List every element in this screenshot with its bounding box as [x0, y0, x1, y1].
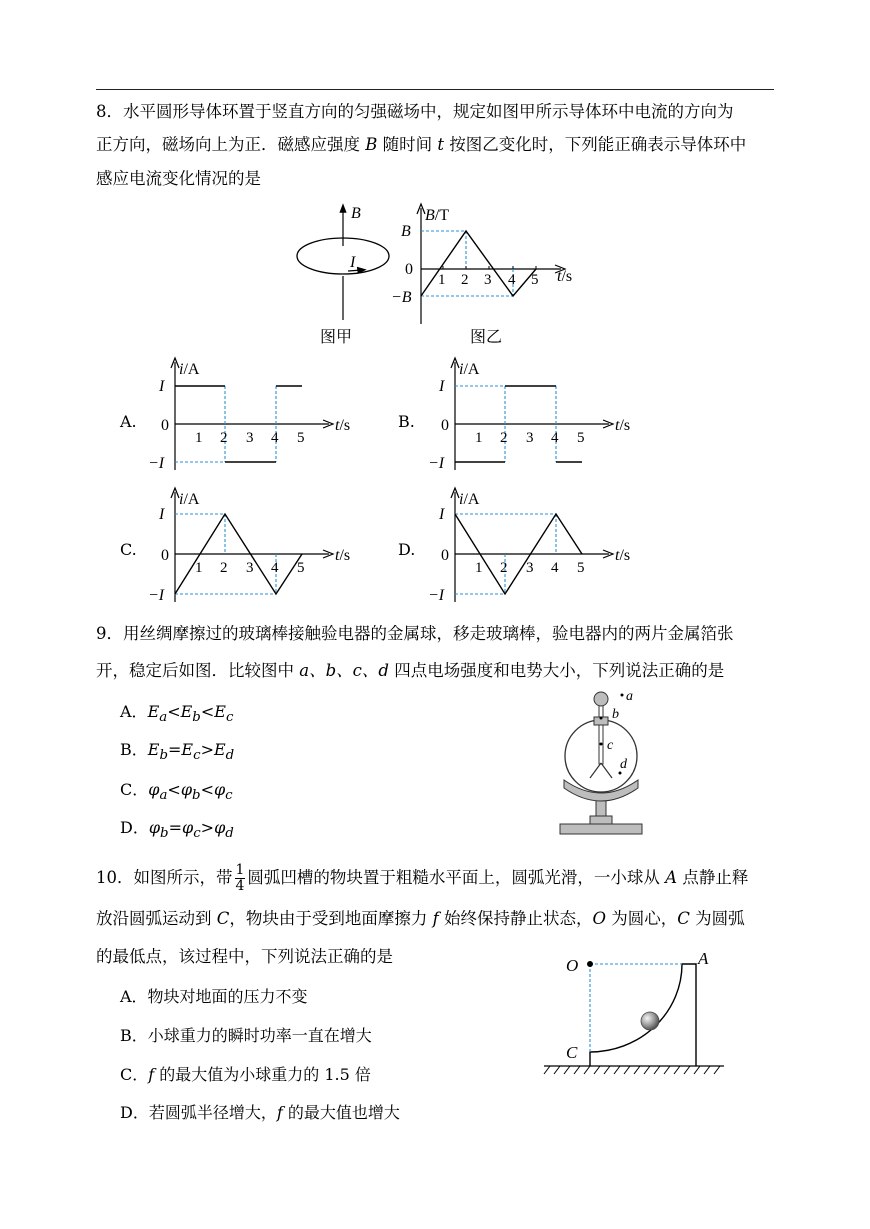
tick-label: 1 — [475, 430, 483, 446]
graph-option-c — [145, 482, 365, 606]
x-axis-label: t/s — [557, 268, 573, 285]
b-pos-label: B — [401, 223, 411, 240]
label-c: c — [607, 738, 614, 753]
tick-label: 4 — [551, 560, 559, 576]
i-neg-label: −I — [148, 455, 165, 472]
point-c — [600, 743, 603, 746]
tick-label: 5 — [297, 560, 305, 576]
small-ball — [641, 1012, 659, 1030]
q10-line2: 放沿圆弧运动到 C，物块由于受到地面摩擦力 f 始终保持静止状态，O 为圆心，C 为圆弧 — [96, 909, 745, 928]
metal-rod — [599, 704, 603, 764]
label-a: A — [698, 949, 709, 968]
option-d-label: D. — [398, 540, 416, 559]
tick-label: 1 — [438, 272, 446, 288]
tick-label: 4 — [508, 272, 516, 288]
base-stand — [590, 816, 612, 824]
tick-label: 4 — [271, 430, 279, 446]
q8-line1: 8．水平圆形导体环置于竖直方向的匀强磁场中，规定如图甲所示导体环中电流的方向为 — [96, 102, 734, 121]
tick-label: 2 — [220, 430, 228, 446]
graph-option-d — [425, 482, 645, 606]
label-c: C — [566, 1043, 578, 1062]
y-axis-label: i/A — [459, 491, 480, 508]
q10-option-a: A．物块对地面的压力不变 — [120, 987, 308, 1006]
tick-label: 2 — [500, 560, 508, 576]
zero-label: 0 — [441, 417, 449, 434]
q10-line1: 10．如图所示，带 $\frac{1}{4}$ 圆弧凹槽的物块置于粗糙水平面上，圆弧光滑，一小球从 A 点静止释 — [96, 862, 749, 894]
tick-label: 3 — [246, 560, 254, 576]
tick-label: 1 — [475, 560, 483, 576]
y-axis-label: i/A — [459, 361, 480, 378]
quarter-arc-figure — [538, 944, 728, 1084]
ground-hatch — [544, 1066, 720, 1074]
option-c-label: C. — [120, 540, 137, 559]
zero-label: 0 — [161, 547, 169, 564]
b-label: B — [351, 205, 361, 222]
tick-label: 5 — [531, 272, 539, 288]
q10-option-b: B．小球重力的瞬时功率一直在增大 — [120, 1026, 372, 1045]
tick-label: 3 — [484, 272, 492, 288]
point-a — [621, 694, 624, 697]
tick-label: 3 — [526, 430, 534, 446]
tick-label: 2 — [500, 430, 508, 446]
tick-label: 2 — [220, 560, 228, 576]
q9-option-c: C．$\varphi_a<\varphi_b<\varphi_c$ — [120, 780, 233, 804]
i-neg-label: −I — [428, 455, 445, 472]
electroscope-figure — [550, 686, 660, 838]
b-neg-label: −B — [391, 289, 412, 306]
figure-yi — [385, 198, 595, 348]
x-axis-label: t/s — [335, 547, 351, 564]
i-pos-label: I — [159, 378, 165, 395]
tick-label: 1 — [195, 560, 203, 576]
q10-line3: 的最低点，该过程中，下列说法正确的是 — [96, 947, 393, 966]
tick-label: 4 — [271, 560, 279, 576]
header-rule — [96, 89, 774, 90]
option-b-label: B. — [398, 412, 415, 431]
base-plate — [560, 824, 642, 834]
zero-label: 0 — [405, 261, 413, 278]
q9-option-b: B．$E_b=E_c>E_d$ — [120, 740, 235, 764]
i-label: I — [350, 254, 356, 271]
tick-label: 5 — [577, 560, 585, 576]
q10-option-d: D．若圆弧半径增大，f 的最大值也增大 — [120, 1103, 400, 1122]
figure-jia — [290, 198, 400, 348]
tick-label: 5 — [577, 430, 585, 446]
point-b — [600, 717, 603, 720]
caption-jia: 图甲 — [320, 329, 353, 346]
graph-option-b — [425, 352, 645, 474]
q8-line3: 感应电流变化情况的是 — [96, 169, 261, 188]
tick-label: 4 — [551, 430, 559, 446]
q9-line2: 开，稳定后如图．比较图中 a、b、c、d 四点电场强度和电势大小，下列说法正确的是 — [96, 661, 725, 680]
i-pos-label: I — [439, 506, 445, 523]
caption-yi: 图乙 — [470, 329, 503, 346]
x-axis-label: t/s — [615, 547, 631, 564]
tick-label: 5 — [297, 430, 305, 446]
y-axis-label: i/A — [179, 491, 200, 508]
option-a-label: A. — [120, 412, 137, 431]
q9-option-d: D．$\varphi_b=\varphi_c>\varphi_d$ — [120, 818, 234, 842]
center-point-o — [587, 961, 593, 967]
tick-label: 1 — [195, 430, 203, 446]
y-axis-label: B/T — [425, 207, 449, 224]
q9-line1: 9．用丝绸摩擦过的玻璃棒接触验电器的金属球，移走玻璃棒，验电器内的两片金属箔张 — [96, 624, 734, 643]
q10-option-c: C．f 的最大值为小球重力的 1.5 倍 — [120, 1065, 371, 1084]
fraction-quarter: $\frac{1}{4}$ — [235, 862, 245, 894]
x-axis-label: t/s — [335, 417, 351, 434]
q9-option-a: A．$E_a<E_b<E_c$ — [120, 702, 234, 726]
y-axis-label: i/A — [179, 361, 200, 378]
graph-option-a — [145, 352, 365, 474]
zero-label: 0 — [161, 417, 169, 434]
zero-label: 0 — [441, 547, 449, 564]
label-b: b — [612, 707, 619, 722]
tick-label: 3 — [246, 430, 254, 446]
tick-label: 3 — [526, 560, 534, 576]
label-a: a — [626, 689, 633, 704]
label-d: d — [620, 757, 627, 772]
i-neg-label: −I — [148, 587, 165, 604]
q8-line2: 正方向，磁场向上为正．磁感应强度 B 随时间 t 按图乙变化时，下列能正确表示导体环中 — [96, 135, 747, 154]
i-pos-label: I — [159, 506, 165, 523]
tick-label: 2 — [461, 272, 469, 288]
i-neg-label: −I — [428, 587, 445, 604]
i-pos-label: I — [439, 378, 445, 395]
x-axis-label: t/s — [615, 417, 631, 434]
label-o: O — [566, 956, 579, 975]
metal-ball — [594, 692, 608, 706]
